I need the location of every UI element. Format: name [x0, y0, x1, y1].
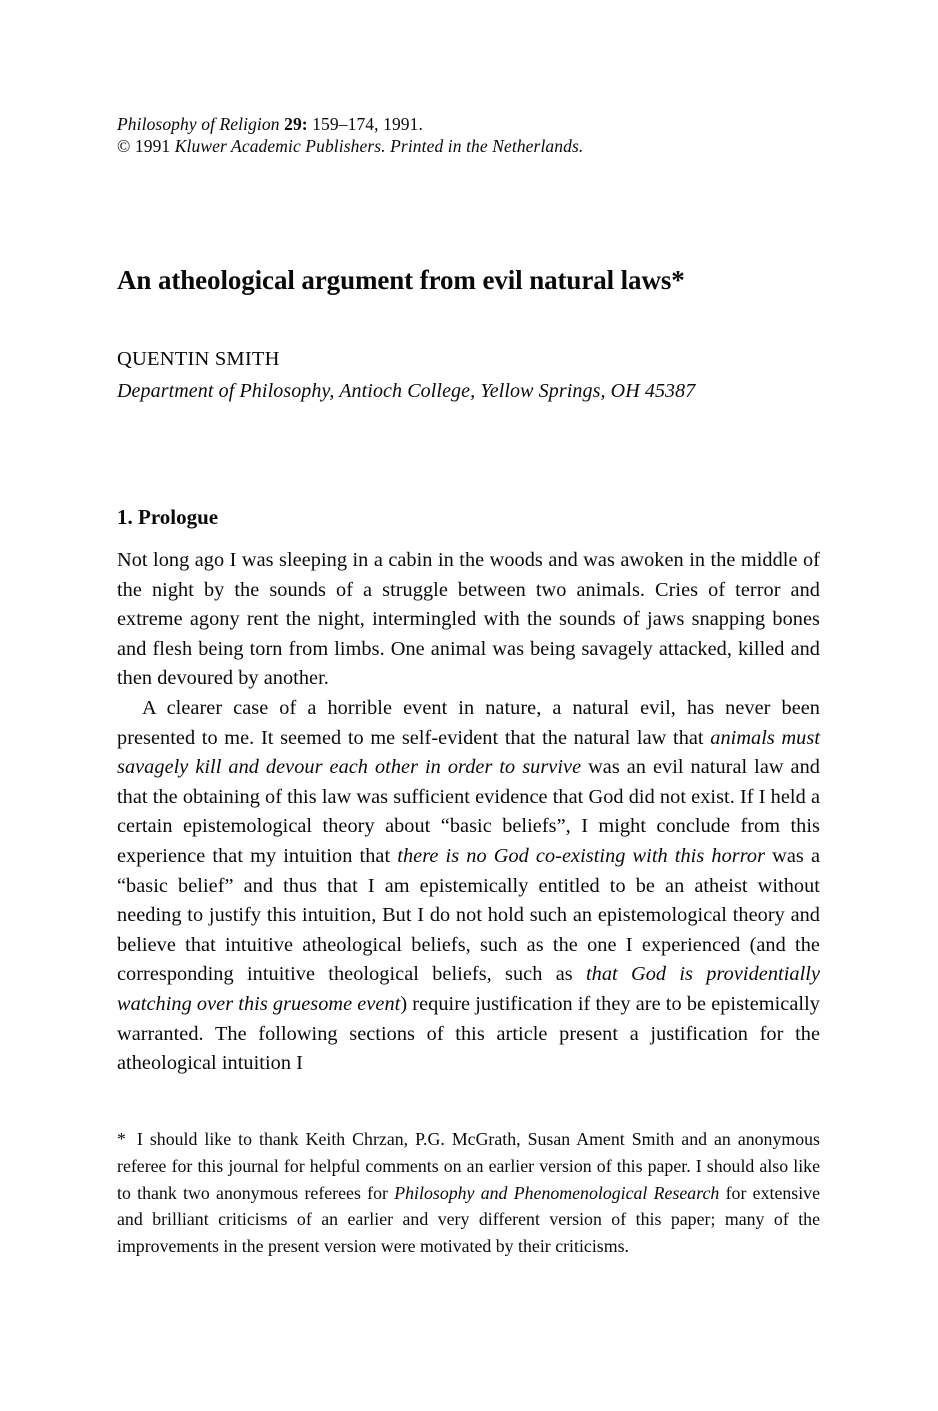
- publisher-name: Kluwer Academic Publishers. Printed in the Netherlands.: [174, 136, 584, 156]
- footnote-segment-1: I should like to thank Keith Chrzan, P.G. McGrath, Susan Ament Smith and an anonymous referee for this journal for helpful comments on an earlier version of this paper. I should also like to thank two anonymous referees for: [117, 1129, 820, 1203]
- body-text: [117, 546, 820, 1079]
- paragraph-2-segment-2: was an evil natural law and that the obtaining of this law was sufficient evidence that God did not exist. If I held a certain epistemological theory about “basic beliefs”, I might conclude from this experience that my intuition that: [117, 756, 820, 867]
- emphasis-providential-god: that God is providentially watching over this gruesome event: [117, 963, 820, 1015]
- body-paragraph-2: [117, 694, 820, 1079]
- paragraph-2-segment-4: ) require justification if they are to be epistemically warranted. The following sections of this article present a justification for the atheological intuition I: [117, 992, 820, 1075]
- footnote-acknowledgements: [117, 1126, 820, 1260]
- body-paragraph-1: Not long ago I was sleeping in a cabin in the woods and was awoken in the middle of the night by the sounds of a struggle between two animals. Cries of terror and extreme agony rent the night, intermingled with the sounds of jaws snapping bones and flesh being torn from limbs. One animal was being savagely attacked, killed and then devoured by another.: [117, 549, 820, 690]
- journal-pages-year: 159–174, 1991.: [307, 114, 423, 134]
- footnote-segment-2: for extensive and brilliant criticisms of an earlier and very different version of this paper; many of the improvements in the present version were motivated by their criticisms.: [117, 1182, 821, 1257]
- paragraph-2-segment-3: was a “basic belief” and thus that I am epistemically entitled to be an atheist without needing to justify this intuition, But I do not hold such an epistemological theory and believe that intuitive atheological beliefs, such as the one I experienced (and the corresponding intuitive theological beliefs, such as: [117, 844, 820, 986]
- author-affiliation: Department of Philosophy, Antioch College, Yellow Springs, OH 45387: [117, 380, 696, 402]
- section-heading-prologue: 1. Prologue: [117, 505, 219, 530]
- journal-volume: 29:: [284, 114, 308, 134]
- author-name: QUENTIN SMITH: [117, 348, 280, 370]
- footnote-marker: *: [117, 1129, 126, 1149]
- copyright-notice: © 1991: [117, 136, 175, 156]
- paragraph-2-segment-1: A clearer case of a horrible event in nature, a natural evil, has never been presented to me. It seemed to me self-evident that the natural law that: [117, 696, 820, 749]
- journal-name: Philosophy of Religion: [117, 114, 280, 134]
- page-title: An atheological argument from evil natural laws*: [117, 265, 685, 296]
- journal-citation-line: [117, 113, 820, 135]
- journal-header: [117, 113, 820, 157]
- footnote-paragraph: [117, 1126, 820, 1260]
- copyright-line: [117, 135, 820, 157]
- emphasis-no-god-intuition: there is no God co-existing with this horror: [397, 844, 766, 867]
- emphasis-natural-law: animals must savagely kill and devour each other in order to survive: [117, 726, 820, 779]
- author-block: [117, 345, 820, 405]
- footnote-journal-title: Philosophy and Phenomenological Research: [394, 1182, 720, 1203]
